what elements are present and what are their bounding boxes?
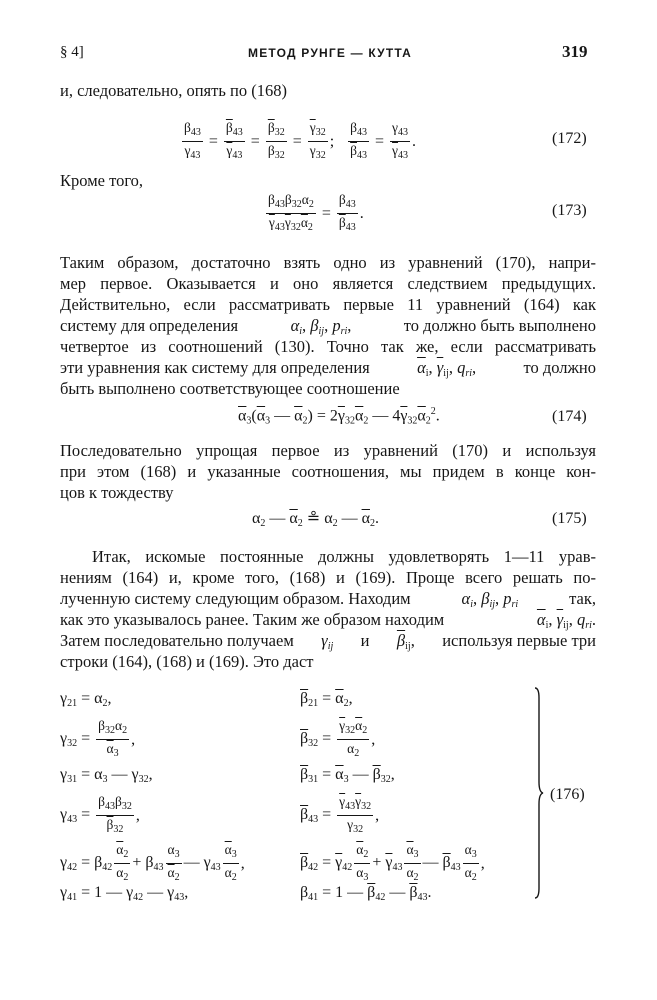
para3-line3: лученную систему следующим образом. Находим $\alpha_i$, $\beta_{ij}$, $p_{ri}$ так, [60, 589, 596, 610]
eq176-right-2: $\overline{\beta}_{32}$ = $\frac{\overline{\gamma}_{32}\overline{\alpha}_2}{\alpha_2}$ , [300, 718, 376, 759]
para3-line4: как это указывалось ранее. Таким же образом находим $\overline{\alpha}_i$, $\overline{\gamma}_{ij}$, $q_{ri}$. [60, 610, 596, 631]
equation-number-175: (175) [552, 510, 587, 527]
eq176-left-2: $\gamma_{32}$ = $\frac{\beta_{32}\alpha_2}{\overline{\alpha}_3}$ , [60, 718, 136, 759]
section-marker: § 4] [60, 44, 84, 60]
para1-line5: четвертое из соотношений (130). Точно так же, если рассматривать [60, 337, 596, 356]
eq176-left-3: $\gamma_{31} = \alpha_3$ — $\gamma_{32}$, [60, 766, 153, 785]
equation-number-174: (174) [552, 408, 587, 425]
equation-number-172: (172) [552, 130, 587, 147]
eq176-left-5: $\gamma_{42} = \beta_{42}$ $\frac{\overline{\alpha}_2}{\alpha_2}$ + $\beta_{43}$ $\frac{\alpha_3}{\overline{\alpha}_2}$ — $\gamma_{43}$ $\frac{\overline{\alpha}_3}{\alpha_2}$ , [60, 842, 245, 883]
equation-number-176: (176) [550, 786, 585, 803]
right-brace [534, 686, 544, 900]
para2-line1: Последовательно упрощая первое из уравнений (170) и используя [60, 441, 596, 460]
para1-line7: быть выполнено соответствующее соотношение [60, 379, 400, 398]
intro-line: и, следовательно, опять по (168) [60, 81, 287, 100]
eq176-right-5: $\overline{\beta}_{42} = \overline{\gamma}_{42}$ $\frac{\overline{\alpha}_2}{\alpha_3}$ + $\overline{\gamma}_{43}$ $\frac{\overline{\alpha}_3}{\alpha_2}$ — $\overline{\beta}_{43}$ $\frac{\alpha_3}{\alpha_2}$ , [300, 842, 485, 883]
para1-line4: систему для определения $\alpha_i$, $\beta_{ij}$, $p_{ri}$, то должно быть выполнено [60, 316, 596, 337]
equation-number-173: (173) [552, 202, 587, 219]
para1-line2: мер первое. Оказывается и оно является следствием предыдущих. [60, 274, 596, 293]
para3-line6: строки (164), (168) и (169). Это даст [60, 652, 314, 671]
eq176-left-4: $\gamma_{43}$ = $\frac{\beta_{43}\beta_{32}}{\overline{\beta}_{32}}$ , [60, 794, 140, 835]
para1-line3: Действительно, если рассматривать первые 11 уравнений (164) как [60, 295, 596, 314]
eq176-right-4: $\overline{\beta}_{43}$ = $\frac{\overline{\gamma}_{43}\overline{\gamma}_{32}}{\gamma_{32}}$ , [300, 794, 380, 835]
eq176-left-1: $\gamma_{21} = \alpha_2$, [60, 690, 112, 709]
krome-togo: Кроме того, [60, 171, 144, 190]
equation-172: $\frac{\beta_{43}}{\gamma_{43}}$ = $\frac{\overline{\beta}_{43}}{\overline{\gamma}_{43}}$ = $\frac{\overline{\beta}_{32}}{\beta_{32}}$ = $\frac{\overline{\gamma}_{32}}{\gamma_{32}}$ ; $\frac{\beta_{43}}{\overline{\beta}_{43}}$ = $\frac{\gamma_{43}}{\overline{\gamma}_{43}}$ . [184, 120, 417, 161]
para2-line3: цов к тождеству [60, 483, 174, 502]
equation-174: $\overline{\alpha}_3(\overline{\alpha}_3$ — $\overline{\alpha}_2) = 2\overline{\gamma}_{32}\overline{\alpha}_2$ — $4\overline{\gamma}_{32}\overline{\alpha}_2^2$. [238, 406, 440, 427]
page-number: 319 [562, 42, 588, 61]
running-title: МЕТОД РУНГЕ — КУТТА [248, 46, 412, 60]
para3-line1: Итак, искомые постоянные должны удовлетворять 1—11 урав- [92, 547, 596, 566]
para1-line6: эти уравнения как систему для определения $\overline{\alpha}_i$, $\overline{\gamma}_{ij}$, $q_{ri}$, то должно [60, 358, 596, 379]
eq176-left-6: $\gamma_{41} = 1$ — $\gamma_{42}$ — $\gamma_{43}$, [60, 884, 189, 903]
para2-line2: при этом (168) и указанные соотношения, мы придем в конце кон- [60, 462, 596, 481]
equation-173: $\frac{\beta_{43}\beta_{32}\alpha_2}{\overline{\gamma}_{43}\overline{\gamma}_{32}\overline{\alpha}_2}$ = $\frac{\beta_{43}}{\overline{\beta}_{43}}$ . [268, 192, 364, 233]
para3-line5: Затем последовательно получаем $\gamma_{ij}$ и $\overline{\beta}_{ij}$, используя первые три [60, 631, 596, 652]
eq176-right-1: $\overline{\beta}_{21} = \overline{\alpha}_2$, [300, 690, 353, 709]
para1-line1: Таким образом, достаточно взять одно из уравнений (170), напри- [60, 253, 596, 272]
para3-line2: нениям (164) и, кроме того, (168) и (169). Проще всего решать по- [60, 568, 596, 587]
equation-175: $\alpha_2$ — $\overline{\alpha}_2$ ≗ $\alpha_2$ — $\overline{\alpha}_2$. [252, 510, 379, 529]
eq176-right-6: $\beta_{41} = 1$ — $\overline{\beta}_{42}$ — $\overline{\beta}_{43}$. [300, 884, 432, 903]
eq176-right-3: $\overline{\beta}_{31} = \overline{\alpha}_3$ — $\overline{\beta}_{32}$, [300, 766, 395, 785]
